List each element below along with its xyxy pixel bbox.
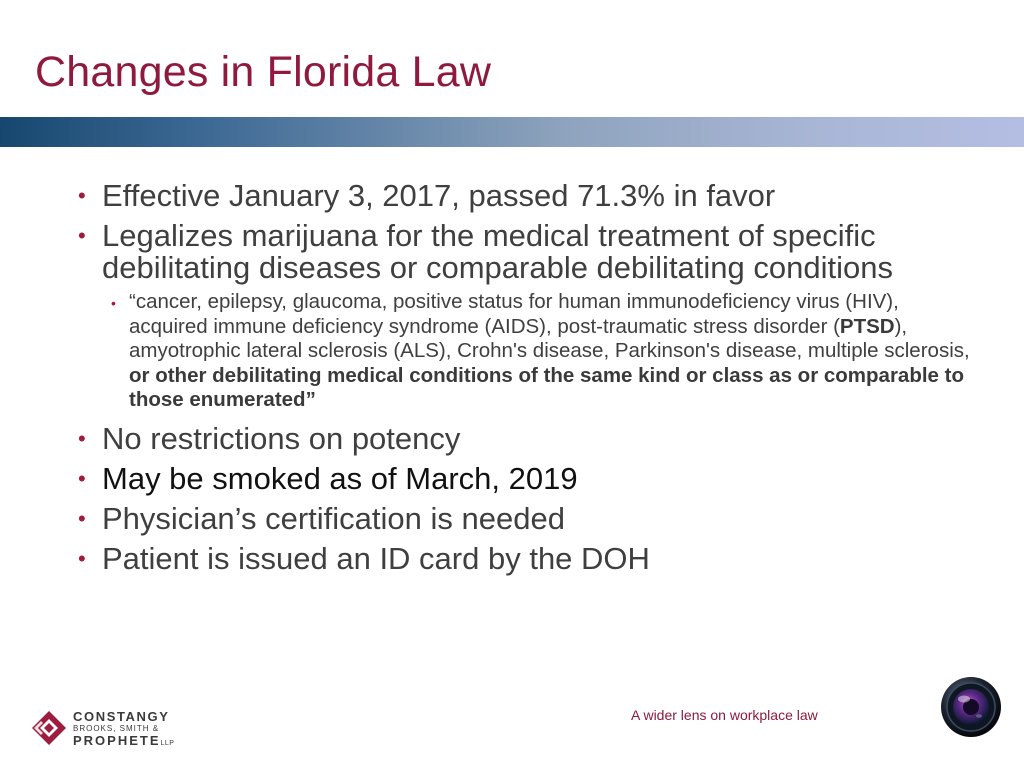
footer-tagline: A wider lens on workplace law — [631, 707, 818, 723]
logo-line2: BROOKS, SMITH & — [73, 724, 160, 733]
bullet-marker: • — [78, 545, 86, 571]
logo-text — [73, 710, 174, 751]
logo-line3-suffix: LLP — [160, 740, 175, 747]
title-gradient-band — [0, 117, 1024, 147]
bullet-potency — [78, 420, 978, 456]
bullet-text: Effective January 3, 2017, passed 71.3% in favor — [102, 178, 776, 213]
bullet-marker: • — [78, 465, 86, 491]
bullet-id-card — [78, 540, 978, 576]
bullet-marker: • — [78, 183, 86, 208]
slide-title: Changes in Florida Law — [35, 48, 492, 96]
diamond-logo-icon — [31, 710, 67, 746]
slide-content — [78, 180, 978, 583]
ptsd-bold: PTSD — [839, 314, 895, 338]
bullet-text: May be smoked as of March, 2019 — [102, 460, 578, 496]
sub-bullet-conditions — [78, 290, 978, 413]
firm-logo — [31, 708, 191, 750]
bullet-marker: • — [78, 223, 86, 248]
sub-bullet-marker: • — [111, 295, 116, 311]
bullet-text: No restrictions on potency — [102, 420, 461, 456]
conditions-text-part1: “cancer, epilepsy, glaucoma, positive status for human immunodeficiency virus (HIV), acquired immune deficiency syndrome (AIDS), post-traumatic stress disorder ( — [129, 290, 899, 338]
logo-line3 — [73, 734, 174, 751]
logo-line3-name: PROPHETE — [73, 733, 161, 748]
bullet-text: Patient is issued an ID card by the DOH — [102, 540, 650, 576]
bullet-marker: • — [78, 425, 86, 451]
bullet-text: Legalizes marijuana for the medical treatment of specific debilitating diseases or comparable debilitating conditions — [102, 218, 893, 285]
bullet-certification — [78, 500, 978, 536]
bullet-legalizes — [78, 220, 978, 284]
camera-lens-icon — [940, 676, 1002, 738]
logo-line1: CONSTANGY — [73, 709, 170, 724]
bullet-effective-date — [78, 180, 978, 212]
conditions-text-part2: ), amyotrophic lateral sclerosis (ALS), Crohn's disease, Parkinson's disease, multiple sclerosis, — [129, 314, 970, 363]
bullet-text: Physician’s certification is needed — [102, 500, 565, 536]
conditions-bold-tail: or other debilitating medical conditions of the same kind or class as or comparable to those enumerated” — [129, 363, 964, 412]
bullet-smoked — [78, 460, 978, 496]
bullet-marker: • — [78, 505, 86, 531]
